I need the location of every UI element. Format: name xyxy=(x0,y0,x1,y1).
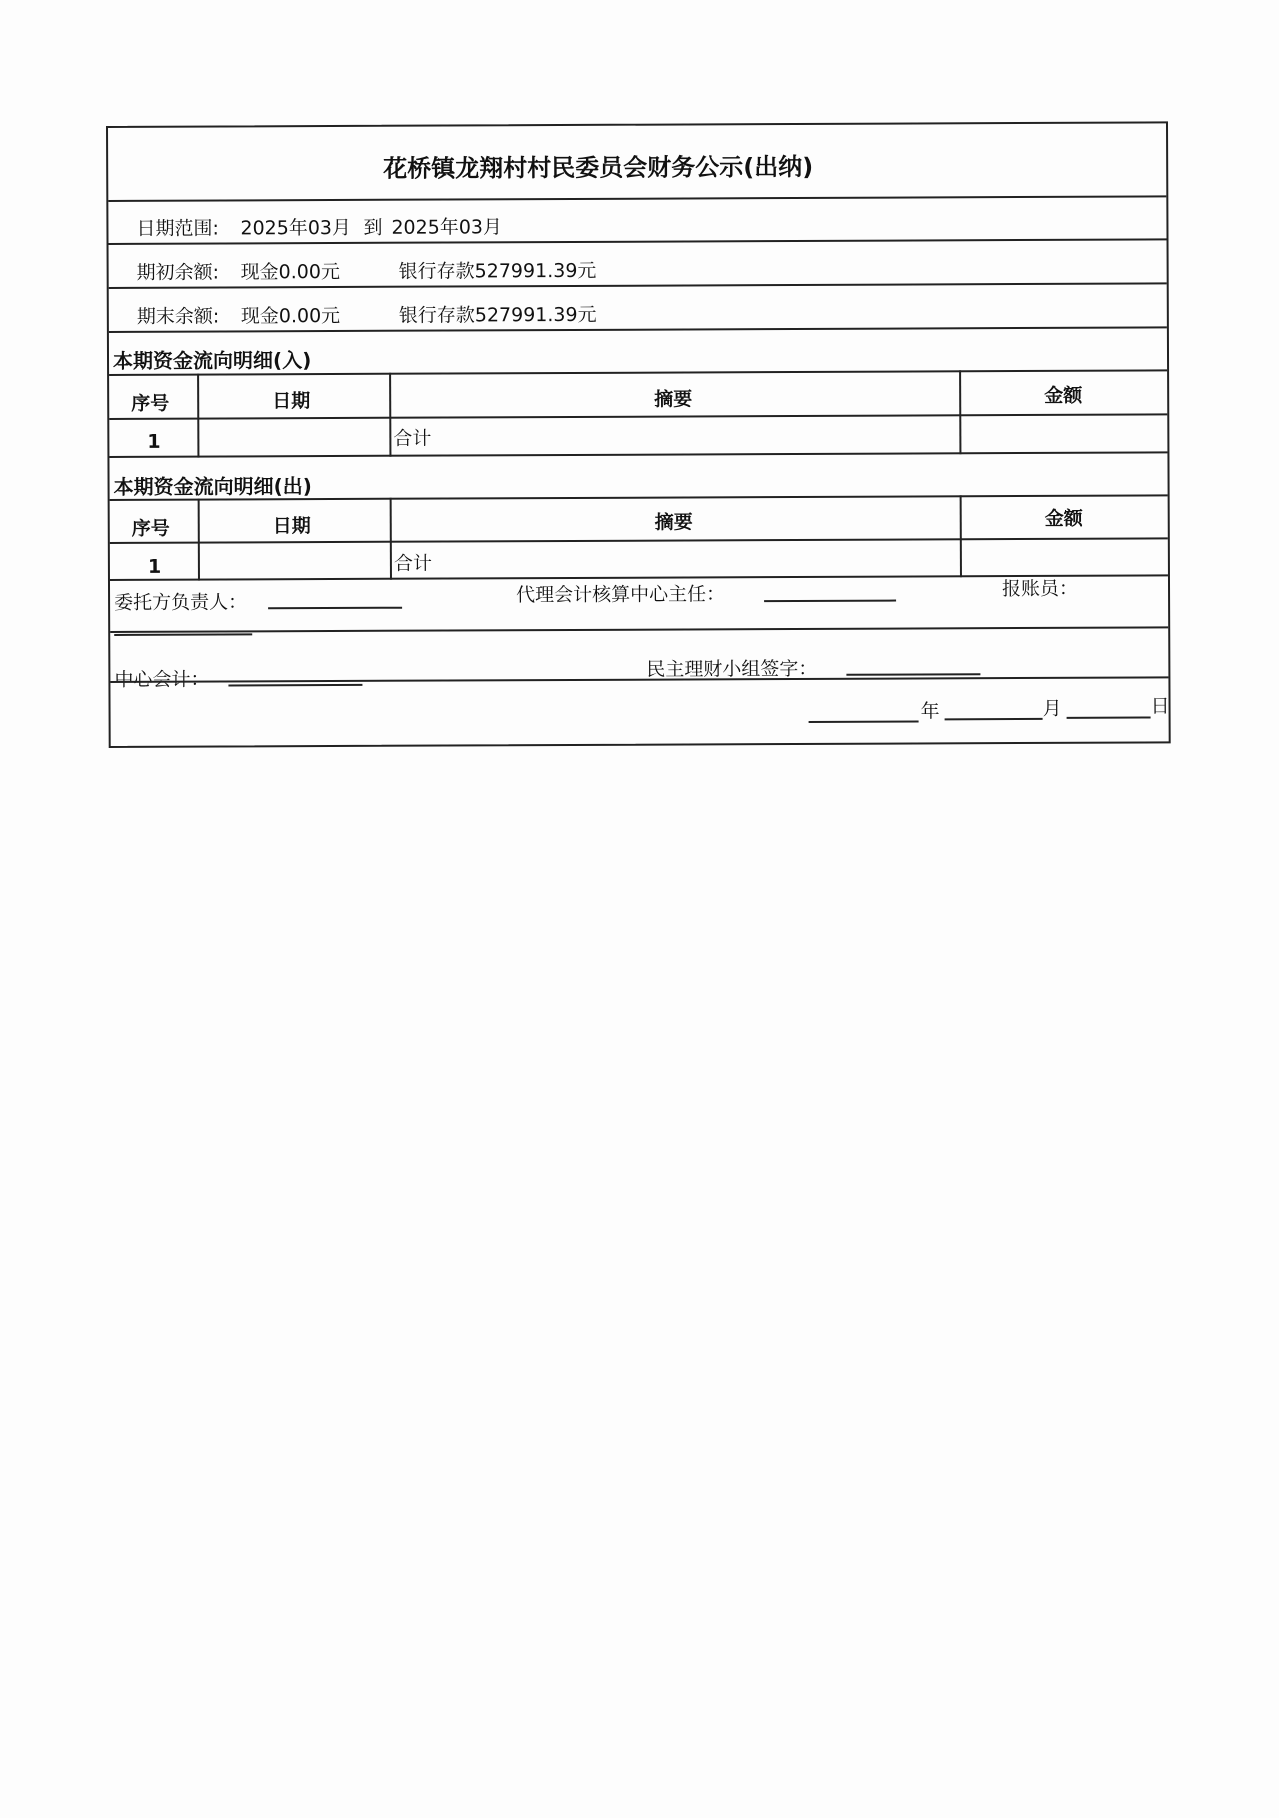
divider xyxy=(109,451,1167,458)
divider xyxy=(109,282,1167,289)
opening-balance-bank: 银行存款527991.39元 xyxy=(398,259,597,283)
outflow-section-title: 本期资金流向明细(出) xyxy=(113,474,312,499)
divider xyxy=(110,676,1168,683)
opening-balance-cash: 现金0.00元 xyxy=(240,260,340,284)
column-divider xyxy=(959,370,961,454)
outflow-col-amount: 金额 xyxy=(1044,507,1083,530)
inflow-row-summary: 合计 xyxy=(393,427,432,450)
center-director-signature-label: 代理会计核算中心主任： xyxy=(516,583,726,607)
inflow-section-title: 本期资金流向明细(入) xyxy=(112,348,312,373)
month-line xyxy=(945,718,1043,720)
date-month-label: 月 xyxy=(1042,697,1062,720)
divider xyxy=(109,413,1167,420)
column-divider xyxy=(389,373,391,457)
reimburser-signature-line xyxy=(114,633,252,636)
column-divider xyxy=(390,498,392,580)
inflow-col-amount: 金额 xyxy=(1044,384,1083,407)
inflow-col-summary: 摘要 xyxy=(654,388,693,411)
closing-balance-label: 期末余额: xyxy=(136,305,220,328)
democratic-group-signature-label: 民主理财小组签字： xyxy=(646,657,818,681)
date-range-to-word: 到 xyxy=(363,216,383,239)
date-range-label: 日期范围: xyxy=(136,217,219,240)
outflow-col-date: 日期 xyxy=(272,515,311,538)
center-director-signature-line xyxy=(764,600,896,603)
divider xyxy=(110,626,1168,633)
date-day-label: 日 xyxy=(1150,695,1170,718)
outflow-row-summary: 合计 xyxy=(393,552,432,575)
inflow-col-index: 序号 xyxy=(131,392,170,415)
column-divider xyxy=(960,495,962,577)
year-line xyxy=(809,720,919,722)
closing-balance-cash: 现金0.00元 xyxy=(240,304,341,328)
inflow-row-index: 1 xyxy=(147,430,161,453)
center-accountant-signature-label: 中心会计： xyxy=(114,668,210,691)
reimburser-signature-label: 报账员： xyxy=(1001,577,1079,601)
finance-disclosure-form xyxy=(106,121,1171,748)
column-divider xyxy=(197,374,199,458)
day-line xyxy=(1067,716,1151,718)
principal-signature-label: 委托方负责人： xyxy=(114,591,248,614)
divider xyxy=(109,326,1167,333)
inflow-col-date: 日期 xyxy=(272,390,311,413)
date-year-label: 年 xyxy=(920,700,940,723)
date-range-to: 2025年03月 xyxy=(391,216,503,239)
column-divider xyxy=(198,499,200,581)
democratic-group-signature-line xyxy=(846,673,980,676)
form-title: 花桥镇龙翔村村民委员会财务公示(出纳) xyxy=(383,152,814,183)
principal-signature-line xyxy=(268,607,402,610)
divider xyxy=(108,195,1166,202)
opening-balance-label: 期初余额: xyxy=(136,261,220,284)
outflow-row-index: 1 xyxy=(147,555,162,578)
divider xyxy=(110,537,1168,544)
outflow-col-summary: 摘要 xyxy=(654,511,693,534)
outflow-col-index: 序号 xyxy=(131,517,170,540)
date-range-from: 2025年03月 xyxy=(240,216,352,240)
closing-balance-bank: 银行存款527991.39元 xyxy=(398,303,597,327)
center-accountant-signature-line xyxy=(228,684,362,687)
divider xyxy=(109,238,1167,245)
